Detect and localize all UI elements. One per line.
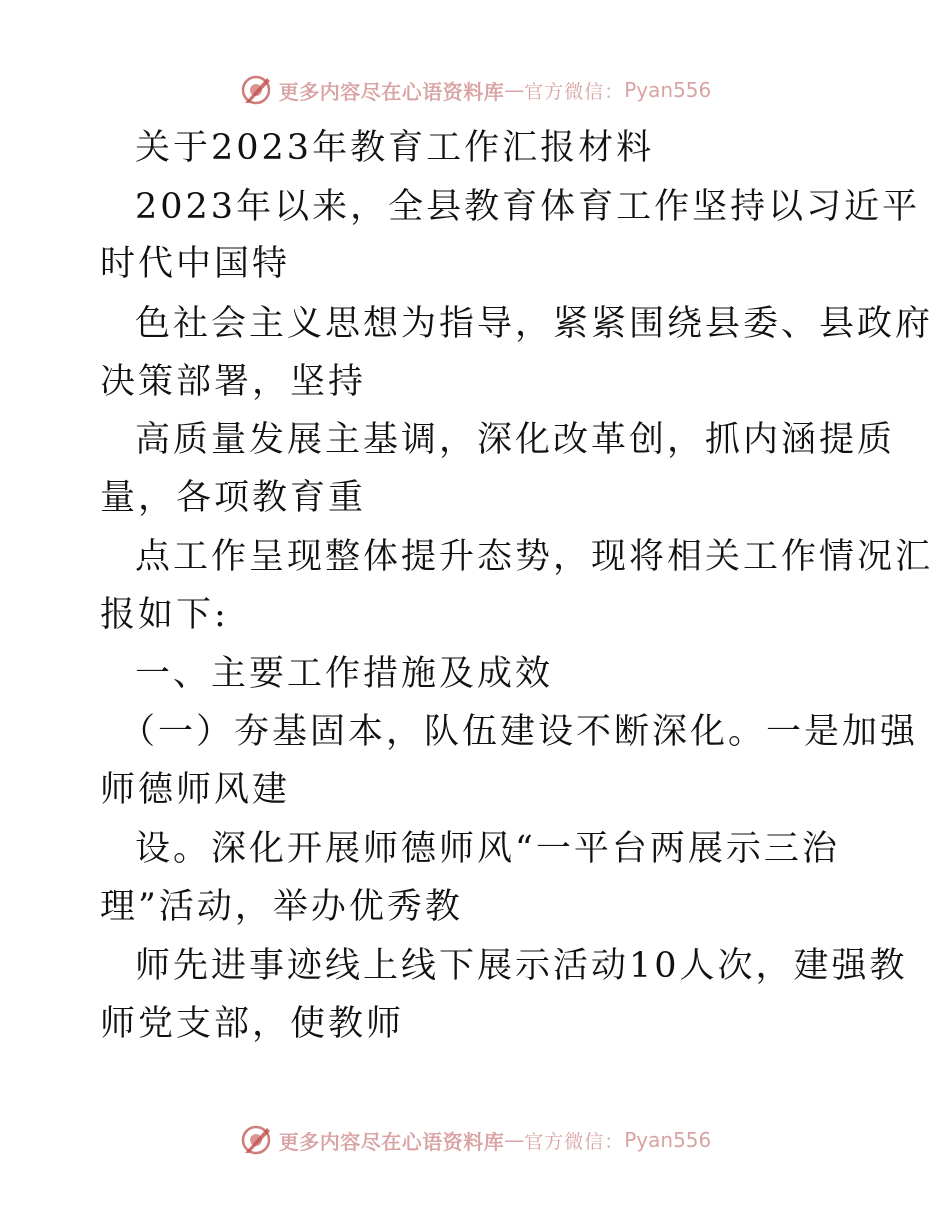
watermark-id: Pyan556 [624, 1128, 712, 1152]
paragraph-line: 师先进事迹线上线下展示活动10人次，建强教 [135, 946, 908, 986]
document-title: 关于2023年教育工作汇报材料 [135, 128, 655, 168]
paragraph-line: 2023年以来，全县教育体育工作坚持以习近平 [135, 187, 921, 227]
watermark-id: Pyan556 [624, 78, 712, 102]
watermark-main-text: 更多内容尽在心语资料库 [278, 1129, 505, 1154]
paragraph-line: 色社会主义思想为指导，紧紧围绕县委、县政府 [135, 304, 934, 344]
paragraph-line: 报如下: [100, 595, 229, 635]
paragraph-line: 师党支部，使教师 [100, 1004, 405, 1044]
paragraph-line: 师德师风建 [100, 770, 291, 810]
watermark-sub-text: 官方微信： [524, 80, 625, 103]
quill-logo-icon [239, 1123, 273, 1157]
paragraph-line: 量，各项教育重 [100, 478, 367, 518]
paragraph-line: 理”活动，举办优秀教 [100, 887, 463, 927]
paragraph-line: 决策部署，坚持 [100, 362, 367, 402]
paragraph-line: 时代中国特 [100, 244, 291, 284]
watermark-main-text: 更多内容尽在心语资料库 [278, 79, 505, 104]
watermark-dash: — [504, 1128, 525, 1152]
section-heading: 一、主要工作措施及成效 [135, 654, 554, 694]
paragraph-line: 高质量发展主基调，深化改革创，抓内涵提质 [135, 420, 896, 460]
watermark-dash: — [504, 78, 525, 102]
paragraph-line: 点工作呈现整体提升态势，现将相关工作情况汇 [135, 537, 934, 577]
footer-watermark [0, 1120, 950, 1160]
subsection-heading: （一）夯基固本，队伍建设不断深化。一是加强 [120, 712, 919, 752]
watermark-sub-text: 官方微信： [524, 1130, 625, 1153]
paragraph-line: 设。深化开展师德师风“一平台两展示三治 [135, 829, 840, 869]
